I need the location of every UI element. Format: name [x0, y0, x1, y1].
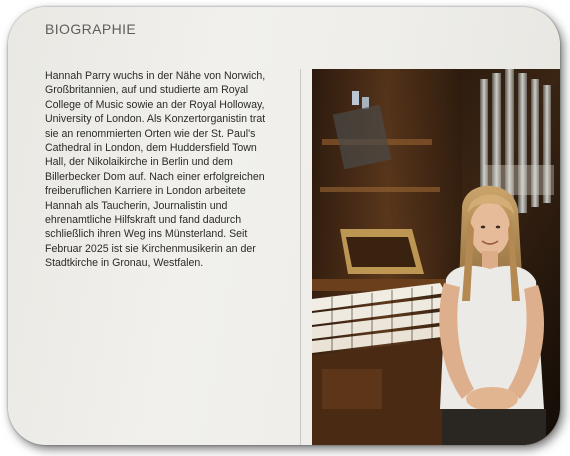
document-frame: [8, 7, 560, 445]
organist-portrait-photo: [312, 69, 560, 445]
photo-illustration: [312, 69, 560, 445]
section-heading: BIOGRAPHIE: [45, 21, 137, 37]
column-divider: [300, 69, 301, 445]
biography-text: Hannah Parry wuchs in der Nähe von Norwich, Großbritannien, auf und studierte am Royal College of Music sowie an der Royal Holloway, University of London. Als Konzertorganistin trat sie an renommierten Orten wie der St. Paul's Cathedral in London, dem Huddersfield Town Hall, der Nikolaikirche in Berlin und dem Billerbecker Dom auf. Nach einer erfolgreichen freiberuflichen Karriere in London arbeitete Hannah als Taucherin, Journalistin und ehrenamtliche Hilfskraft und fand dadurch schließlich ihren Weg ins Münsterland. Seit Februar 2025 ist sie Kirchenmusikerin an der Stadtkirche in Gronau, Westfalen.: [45, 70, 266, 270]
